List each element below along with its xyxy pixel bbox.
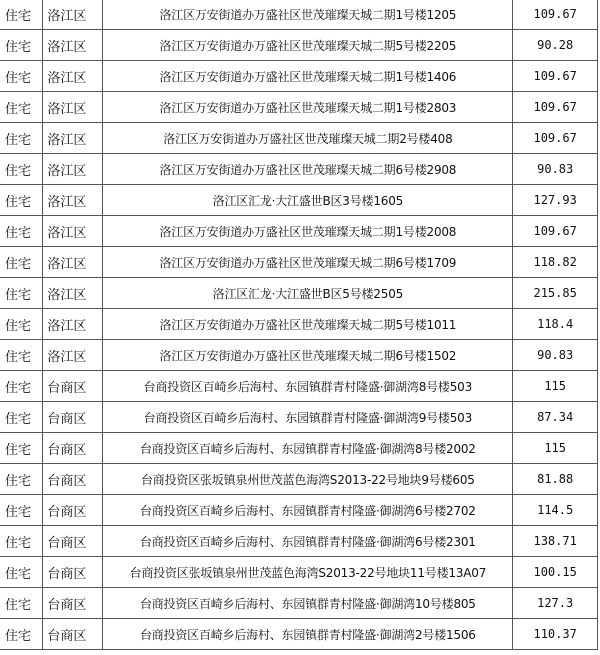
type-cell: 住宅 bbox=[0, 402, 43, 433]
district-cell: 洛江区 bbox=[43, 154, 103, 185]
type-cell: 住宅 bbox=[0, 185, 43, 216]
area-cell: 127.93 bbox=[513, 185, 598, 216]
type-cell: 住宅 bbox=[0, 92, 43, 123]
district-cell: 台商区 bbox=[43, 495, 103, 526]
area-cell: 138.71 bbox=[513, 526, 598, 557]
address-cell: 洛江区万安街道办万盛社区世茂璀璨天城二期5号楼1011 bbox=[103, 309, 513, 340]
area-cell: 115 bbox=[513, 371, 598, 402]
area-cell: 109.67 bbox=[513, 123, 598, 154]
address-cell: 洛江区万安街道办万盛社区世茂璀璨天城二期1号楼1205 bbox=[103, 0, 513, 30]
type-cell: 住宅 bbox=[0, 433, 43, 464]
address-cell: 洛江区万安街道办万盛社区世茂璀璨天城二期6号楼2908 bbox=[103, 154, 513, 185]
area-cell: 90.28 bbox=[513, 30, 598, 61]
address-cell: 洛江区万安街道办万盛社区世茂璀璨天城二期1号楼1406 bbox=[103, 61, 513, 92]
address-cell: 洛江区汇龙·大江盛世B区5号楼2505 bbox=[103, 278, 513, 309]
district-cell: 洛江区 bbox=[43, 309, 103, 340]
area-cell: 109.67 bbox=[513, 61, 598, 92]
area-cell: 90.83 bbox=[513, 154, 598, 185]
table-row bbox=[0, 526, 598, 557]
address-cell: 洛江区万安街道办万盛社区世茂璀璨天城二期1号楼2008 bbox=[103, 216, 513, 247]
district-cell: 台商区 bbox=[43, 402, 103, 433]
district-cell: 台商区 bbox=[43, 371, 103, 402]
type-cell: 住宅 bbox=[0, 278, 43, 309]
district-cell: 台商区 bbox=[43, 433, 103, 464]
area-cell: 109.67 bbox=[513, 216, 598, 247]
area-cell: 100.15 bbox=[513, 557, 598, 588]
type-cell: 住宅 bbox=[0, 619, 43, 650]
district-cell: 洛江区 bbox=[43, 92, 103, 123]
address-cell: 台商投资区张坂镇泉州世茂蓝色海湾S2013-22号地块11号楼13A07 bbox=[103, 557, 513, 588]
district-cell: 台商区 bbox=[43, 526, 103, 557]
table-row bbox=[0, 464, 598, 495]
area-cell: 90.83 bbox=[513, 340, 598, 371]
address-cell: 洛江区万安街道办万盛社区世茂璀璨天城二期1号楼2803 bbox=[103, 92, 513, 123]
address-cell: 台商投资区百崎乡后海村、东园镇群青村隆盛·御湖湾8号楼503 bbox=[103, 371, 513, 402]
area-cell: 114.5 bbox=[513, 495, 598, 526]
district-cell: 洛江区 bbox=[43, 30, 103, 61]
area-cell: 127.3 bbox=[513, 588, 598, 619]
type-cell: 住宅 bbox=[0, 123, 43, 154]
table-row bbox=[0, 185, 598, 216]
table-row bbox=[0, 309, 598, 340]
type-cell: 住宅 bbox=[0, 309, 43, 340]
address-cell: 台商投资区百崎乡后海村、东园镇群青村隆盛·御湖湾6号楼2301 bbox=[103, 526, 513, 557]
address-cell: 台商投资区百崎乡后海村、东园镇群青村隆盛·御湖湾2号楼1506 bbox=[103, 619, 513, 650]
table-row bbox=[0, 30, 598, 61]
area-cell: 87.34 bbox=[513, 402, 598, 433]
table-row bbox=[0, 216, 598, 247]
address-cell: 台商投资区百崎乡后海村、东园镇群青村隆盛·御湖湾6号楼2702 bbox=[103, 495, 513, 526]
area-cell: 118.4 bbox=[513, 309, 598, 340]
area-cell: 115 bbox=[513, 433, 598, 464]
type-cell: 住宅 bbox=[0, 216, 43, 247]
type-cell: 住宅 bbox=[0, 526, 43, 557]
address-cell: 洛江区万安街道办万盛社区世茂璀璨天城二期6号楼1709 bbox=[103, 247, 513, 278]
district-cell: 洛江区 bbox=[43, 123, 103, 154]
type-cell: 住宅 bbox=[0, 495, 43, 526]
table-row bbox=[0, 92, 598, 123]
table-row bbox=[0, 557, 598, 588]
table-row bbox=[0, 433, 598, 464]
type-cell: 住宅 bbox=[0, 0, 43, 30]
district-cell: 洛江区 bbox=[43, 185, 103, 216]
address-cell: 台商投资区百崎乡后海村、东园镇群青村隆盛·御湖湾10号楼805 bbox=[103, 588, 513, 619]
area-cell: 81.88 bbox=[513, 464, 598, 495]
area-cell: 110.37 bbox=[513, 619, 598, 650]
address-cell: 台商投资区百崎乡后海村、东园镇群青村隆盛·御湖湾8号楼2002 bbox=[103, 433, 513, 464]
table-row bbox=[0, 247, 598, 278]
type-cell: 住宅 bbox=[0, 247, 43, 278]
table-row bbox=[0, 588, 598, 619]
type-cell: 住宅 bbox=[0, 154, 43, 185]
area-cell: 118.82 bbox=[513, 247, 598, 278]
district-cell: 洛江区 bbox=[43, 247, 103, 278]
type-cell: 住宅 bbox=[0, 61, 43, 92]
area-cell: 109.67 bbox=[513, 0, 598, 30]
type-cell: 住宅 bbox=[0, 340, 43, 371]
district-cell: 洛江区 bbox=[43, 216, 103, 247]
table-row bbox=[0, 61, 598, 92]
district-cell: 洛江区 bbox=[43, 278, 103, 309]
table-row bbox=[0, 278, 598, 309]
table-row bbox=[0, 123, 598, 154]
address-cell: 台商投资区张坂镇泉州世茂蓝色海湾S2013-22号地块9号楼605 bbox=[103, 464, 513, 495]
type-cell: 住宅 bbox=[0, 557, 43, 588]
type-cell: 住宅 bbox=[0, 30, 43, 61]
address-cell: 洛江区万安街道办万盛社区世茂璀璨天城二期2号楼408 bbox=[103, 123, 513, 154]
district-cell: 洛江区 bbox=[43, 340, 103, 371]
type-cell: 住宅 bbox=[0, 371, 43, 402]
district-cell: 台商区 bbox=[43, 619, 103, 650]
type-cell: 住宅 bbox=[0, 464, 43, 495]
table-row bbox=[0, 495, 598, 526]
table-row bbox=[0, 154, 598, 185]
address-cell: 洛江区万安街道办万盛社区世茂璀璨天城二期5号楼2205 bbox=[103, 30, 513, 61]
table-row bbox=[0, 340, 598, 371]
table-row bbox=[0, 619, 598, 650]
address-cell: 洛江区汇龙·大江盛世B区3号楼1605 bbox=[103, 185, 513, 216]
district-cell: 洛江区 bbox=[43, 0, 103, 30]
district-cell: 洛江区 bbox=[43, 61, 103, 92]
table-row bbox=[0, 371, 598, 402]
district-cell: 台商区 bbox=[43, 588, 103, 619]
area-cell: 109.67 bbox=[513, 92, 598, 123]
address-cell: 台商投资区百崎乡后海村、东园镇群青村隆盛·御湖湾9号楼503 bbox=[103, 402, 513, 433]
district-cell: 台商区 bbox=[43, 557, 103, 588]
table-row bbox=[0, 0, 598, 30]
table-row bbox=[0, 402, 598, 433]
address-cell: 洛江区万安街道办万盛社区世茂璀璨天城二期6号楼1502 bbox=[103, 340, 513, 371]
area-cell: 215.85 bbox=[513, 278, 598, 309]
district-cell: 台商区 bbox=[43, 464, 103, 495]
type-cell: 住宅 bbox=[0, 588, 43, 619]
